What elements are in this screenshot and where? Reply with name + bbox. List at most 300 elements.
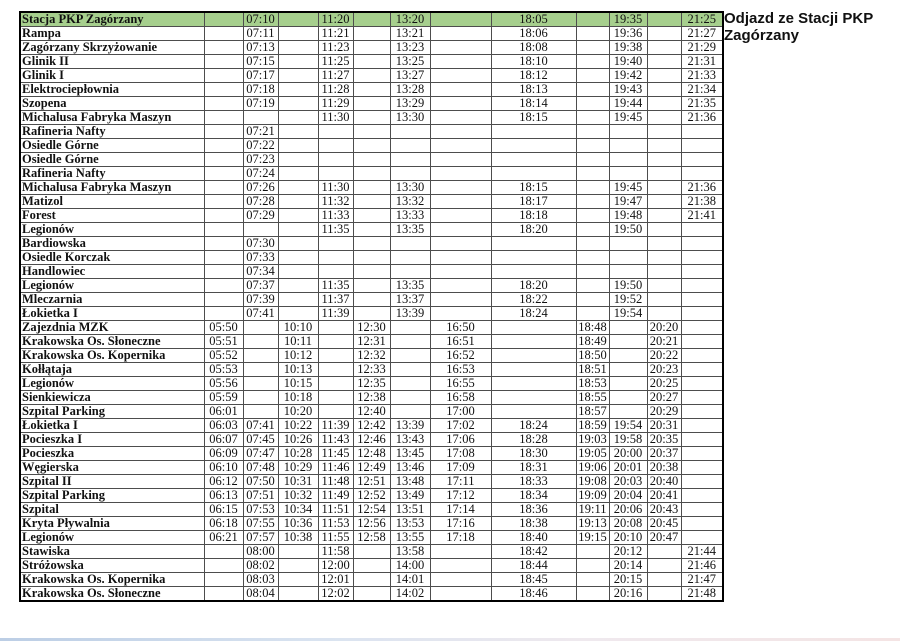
station-name-cell: Łokietka I [20,307,204,321]
empty-cell [278,41,318,55]
time-cell: 18:13 [491,83,576,97]
empty-cell [278,12,318,27]
time-cell: 17:02 [430,419,491,433]
time-cell: 13:48 [390,475,430,489]
time-cell: 13:23 [390,41,430,55]
station-name-cell: Sienkiewicza [20,391,204,405]
time-cell: 20:31 [647,419,681,433]
time-cell: 07:24 [243,167,278,181]
time-cell: 11:46 [318,461,353,475]
empty-cell [353,181,390,195]
time-cell: 20:14 [609,559,647,573]
time-cell: 06:03 [204,419,243,433]
time-cell: 07:41 [243,419,278,433]
time-cell: 18:28 [491,433,576,447]
empty-cell [576,209,609,223]
empty-cell [278,251,318,265]
time-cell: 07:22 [243,139,278,153]
time-cell: 20:37 [647,447,681,461]
empty-cell [390,139,430,153]
empty-cell [576,97,609,111]
table-row [20,391,723,405]
time-cell: 11:51 [318,503,353,517]
table-row [20,195,723,209]
time-cell: 12:48 [353,447,390,461]
empty-cell [390,237,430,251]
time-cell: 13:33 [390,209,430,223]
empty-cell [278,573,318,587]
time-cell: 17:06 [430,433,491,447]
table-row [20,461,723,475]
time-cell: 19:54 [609,307,647,321]
time-cell: 06:15 [204,503,243,517]
empty-cell [278,153,318,167]
time-cell: 13:27 [390,69,430,83]
time-cell: 16:58 [430,391,491,405]
time-cell: 10:29 [278,461,318,475]
table-row [20,139,723,153]
station-name-cell: Mleczarnia [20,293,204,307]
empty-cell [318,265,353,279]
time-cell: 13:30 [390,181,430,195]
empty-cell [353,55,390,69]
empty-cell [204,209,243,223]
table-row [20,517,723,531]
time-cell: 21:33 [681,69,723,83]
empty-cell [576,12,609,27]
empty-cell [576,573,609,587]
time-cell: 07:55 [243,517,278,531]
empty-cell [430,559,491,573]
time-cell: 18:33 [491,475,576,489]
empty-cell [390,391,430,405]
empty-cell [430,111,491,125]
table-row [20,545,723,559]
station-name-cell: Matizol [20,195,204,209]
time-cell: 19:50 [609,223,647,237]
station-name-cell: Stawiska [20,545,204,559]
empty-cell [576,279,609,293]
empty-cell [609,265,647,279]
empty-cell [353,545,390,559]
time-cell: 19:47 [609,195,647,209]
time-cell: 12:42 [353,419,390,433]
time-cell: 20:04 [609,489,647,503]
time-cell: 07:47 [243,447,278,461]
empty-cell [278,307,318,321]
station-name-cell: Krakowska Os. Słoneczne [20,587,204,602]
empty-cell [278,181,318,195]
empty-cell [204,195,243,209]
time-cell: 21:25 [681,12,723,27]
time-cell: 20:12 [609,545,647,559]
empty-cell [353,125,390,139]
time-cell: 16:53 [430,363,491,377]
empty-cell [609,349,647,363]
empty-cell [576,83,609,97]
time-cell: 18:14 [491,97,576,111]
time-cell: 10:12 [278,349,318,363]
empty-cell [318,321,353,335]
empty-cell [647,12,681,27]
time-cell: 17:18 [430,531,491,545]
empty-cell [647,279,681,293]
empty-cell [243,223,278,237]
empty-cell [278,167,318,181]
empty-cell [576,41,609,55]
empty-cell [390,125,430,139]
time-cell: 10:11 [278,335,318,349]
time-cell: 10:31 [278,475,318,489]
empty-cell [491,377,576,391]
time-cell: 07:51 [243,489,278,503]
time-cell: 18:20 [491,279,576,293]
empty-cell [353,153,390,167]
empty-cell [647,545,681,559]
empty-cell [430,573,491,587]
empty-cell [353,209,390,223]
empty-cell [430,545,491,559]
time-cell: 19:05 [576,447,609,461]
table-row [20,363,723,377]
table-row [20,307,723,321]
time-cell: 19:45 [609,111,647,125]
time-cell: 11:28 [318,83,353,97]
empty-cell [647,27,681,41]
time-cell: 19:38 [609,41,647,55]
time-cell: 21:27 [681,27,723,41]
time-cell: 20:22 [647,349,681,363]
time-cell: 11:43 [318,433,353,447]
time-cell: 19:44 [609,97,647,111]
time-cell: 18:17 [491,195,576,209]
empty-cell [647,293,681,307]
empty-cell [204,139,243,153]
time-cell: 11:58 [318,545,353,559]
time-cell: 19:50 [609,279,647,293]
empty-cell [318,167,353,181]
empty-cell [278,545,318,559]
time-cell: 18:46 [491,587,576,602]
empty-cell [430,181,491,195]
time-cell: 10:32 [278,489,318,503]
time-cell: 19:06 [576,461,609,475]
empty-cell [576,167,609,181]
time-cell: 10:34 [278,503,318,517]
empty-cell [681,377,723,391]
time-cell: 21:41 [681,209,723,223]
time-cell: 20:43 [647,503,681,517]
empty-cell [243,363,278,377]
time-cell: 13:20 [390,12,430,27]
empty-cell [278,55,318,69]
empty-cell [491,321,576,335]
table-row [20,209,723,223]
time-cell: 18:24 [491,419,576,433]
empty-cell [390,377,430,391]
empty-cell [609,391,647,405]
time-cell: 11:20 [318,12,353,27]
time-cell: 20:01 [609,461,647,475]
empty-cell [318,139,353,153]
table-row [20,587,723,602]
station-name-cell: Forest [20,209,204,223]
empty-cell [681,447,723,461]
table-row [20,83,723,97]
table-row [20,167,723,181]
time-cell: 19:36 [609,27,647,41]
time-cell: 19:13 [576,517,609,531]
time-cell: 07:26 [243,181,278,195]
empty-cell [204,265,243,279]
empty-cell [278,125,318,139]
empty-cell [681,517,723,531]
empty-cell [609,237,647,251]
empty-cell [681,139,723,153]
station-name-cell: Bardiowska [20,237,204,251]
empty-cell [609,125,647,139]
station-name-cell: Rampa [20,27,204,41]
empty-cell [681,349,723,363]
time-cell: 12:35 [353,377,390,391]
time-cell: 12:49 [353,461,390,475]
time-cell: 20:29 [647,405,681,419]
empty-cell [430,139,491,153]
time-cell: 06:07 [204,433,243,447]
station-name-cell: Pocieszka I [20,433,204,447]
empty-cell [204,181,243,195]
time-cell: 11:30 [318,181,353,195]
time-cell: 18:51 [576,363,609,377]
time-cell: 13:25 [390,55,430,69]
time-cell: 07:50 [243,475,278,489]
empty-cell [204,125,243,139]
time-cell: 19:58 [609,433,647,447]
empty-cell [278,223,318,237]
empty-cell [491,405,576,419]
empty-cell [390,335,430,349]
table-row [20,377,723,391]
time-cell: 19:40 [609,55,647,69]
time-cell: 06:21 [204,531,243,545]
empty-cell [681,405,723,419]
empty-cell [576,181,609,195]
time-cell: 07:30 [243,237,278,251]
empty-cell [430,293,491,307]
empty-cell [647,69,681,83]
empty-cell [609,363,647,377]
table-row [20,125,723,139]
empty-cell [204,55,243,69]
time-cell: 16:51 [430,335,491,349]
empty-cell [430,223,491,237]
empty-cell [353,559,390,573]
empty-cell [278,265,318,279]
time-cell: 20:21 [647,335,681,349]
table-row [20,41,723,55]
empty-cell [576,265,609,279]
time-cell: 13:21 [390,27,430,41]
empty-cell [318,335,353,349]
time-cell: 10:22 [278,419,318,433]
time-cell: 07:18 [243,83,278,97]
time-cell: 18:57 [576,405,609,419]
time-cell: 07:48 [243,461,278,475]
station-name-cell: Krakowska Os. Kopernika [20,573,204,587]
time-cell: 07:39 [243,293,278,307]
empty-cell [430,97,491,111]
empty-cell [576,55,609,69]
time-cell: 07:29 [243,209,278,223]
time-cell: 18:15 [491,111,576,125]
empty-cell [609,321,647,335]
time-cell: 08:04 [243,587,278,602]
empty-cell [353,41,390,55]
time-cell: 05:51 [204,335,243,349]
empty-cell [353,307,390,321]
empty-cell [647,251,681,265]
empty-cell [243,335,278,349]
time-cell: 12:46 [353,433,390,447]
station-name-cell: Szpital Parking [20,489,204,503]
time-cell: 08:02 [243,559,278,573]
table-row [20,223,723,237]
table-row [20,237,723,251]
time-cell: 18:53 [576,377,609,391]
time-cell: 21:36 [681,181,723,195]
time-cell: 06:10 [204,461,243,475]
empty-cell [609,139,647,153]
time-cell: 17:14 [430,503,491,517]
empty-cell [576,69,609,83]
time-cell: 18:06 [491,27,576,41]
time-cell: 12:30 [353,321,390,335]
time-cell: 07:28 [243,195,278,209]
time-cell: 08:03 [243,573,278,587]
time-cell: 13:51 [390,503,430,517]
empty-cell [278,97,318,111]
empty-cell [353,139,390,153]
time-cell: 11:33 [318,209,353,223]
time-cell: 10:15 [278,377,318,391]
time-cell: 21:46 [681,559,723,573]
table-row [20,433,723,447]
table-row [20,153,723,167]
time-cell: 16:55 [430,377,491,391]
station-name-cell: Pocieszka [20,447,204,461]
time-cell: 17:12 [430,489,491,503]
time-cell: 05:56 [204,377,243,391]
time-cell: 19:43 [609,83,647,97]
empty-cell [491,167,576,181]
empty-cell [681,321,723,335]
station-name-cell: Osiedle Górne [20,139,204,153]
time-cell: 20:03 [609,475,647,489]
table-row [20,251,723,265]
time-cell: 10:13 [278,363,318,377]
empty-cell [390,321,430,335]
time-cell: 13:35 [390,223,430,237]
time-cell: 18:38 [491,517,576,531]
table-row [20,489,723,503]
time-cell: 17:08 [430,447,491,461]
empty-cell [278,237,318,251]
empty-cell [353,587,390,602]
time-cell: 21:47 [681,573,723,587]
empty-cell [647,125,681,139]
empty-cell [204,167,243,181]
table-row [20,405,723,419]
empty-cell [204,237,243,251]
empty-cell [576,545,609,559]
table-row [20,531,723,545]
empty-cell [353,573,390,587]
empty-cell [681,419,723,433]
time-cell: 07:21 [243,125,278,139]
time-cell: 18:30 [491,447,576,461]
time-cell: 21:31 [681,55,723,69]
time-cell: 05:59 [204,391,243,405]
time-cell: 10:36 [278,517,318,531]
station-name-cell: Legionów [20,279,204,293]
empty-cell [609,153,647,167]
table-row [20,335,723,349]
empty-cell [576,237,609,251]
station-name-cell: Zagórzany Skrzyżowanie [20,41,204,55]
station-name-cell: Rafineria Nafty [20,125,204,139]
time-cell: 13:39 [390,307,430,321]
time-cell: 14:01 [390,573,430,587]
station-name-cell: Legionów [20,531,204,545]
station-name-cell: Zajezdnia MZK [20,321,204,335]
empty-cell [278,27,318,41]
empty-cell [491,363,576,377]
empty-cell [278,587,318,602]
page-title: Odjazd ze Stacji PKP Zagórzany [724,10,873,44]
time-cell: 18:40 [491,531,576,545]
station-name-cell: Michalusa Fabryka Maszyn [20,181,204,195]
time-cell: 07:13 [243,41,278,55]
empty-cell [318,125,353,139]
empty-cell [681,489,723,503]
empty-cell [430,587,491,602]
time-cell: 06:18 [204,517,243,531]
time-cell: 12:01 [318,573,353,587]
empty-cell [353,111,390,125]
time-cell: 11:21 [318,27,353,41]
empty-cell [204,573,243,587]
empty-cell [390,363,430,377]
empty-cell [576,27,609,41]
time-cell: 20:45 [647,517,681,531]
time-cell: 07:11 [243,27,278,41]
empty-cell [353,83,390,97]
time-cell: 20:41 [647,489,681,503]
empty-cell [430,12,491,27]
time-cell: 18:08 [491,41,576,55]
empty-cell [647,139,681,153]
time-cell: 20:20 [647,321,681,335]
empty-cell [681,279,723,293]
time-cell: 07:34 [243,265,278,279]
empty-cell [681,125,723,139]
time-cell: 10:18 [278,391,318,405]
time-cell: 07:19 [243,97,278,111]
time-cell: 20:38 [647,461,681,475]
empty-cell [353,265,390,279]
station-name-cell: Krakowska Os. Słoneczne [20,335,204,349]
table-row [20,419,723,433]
